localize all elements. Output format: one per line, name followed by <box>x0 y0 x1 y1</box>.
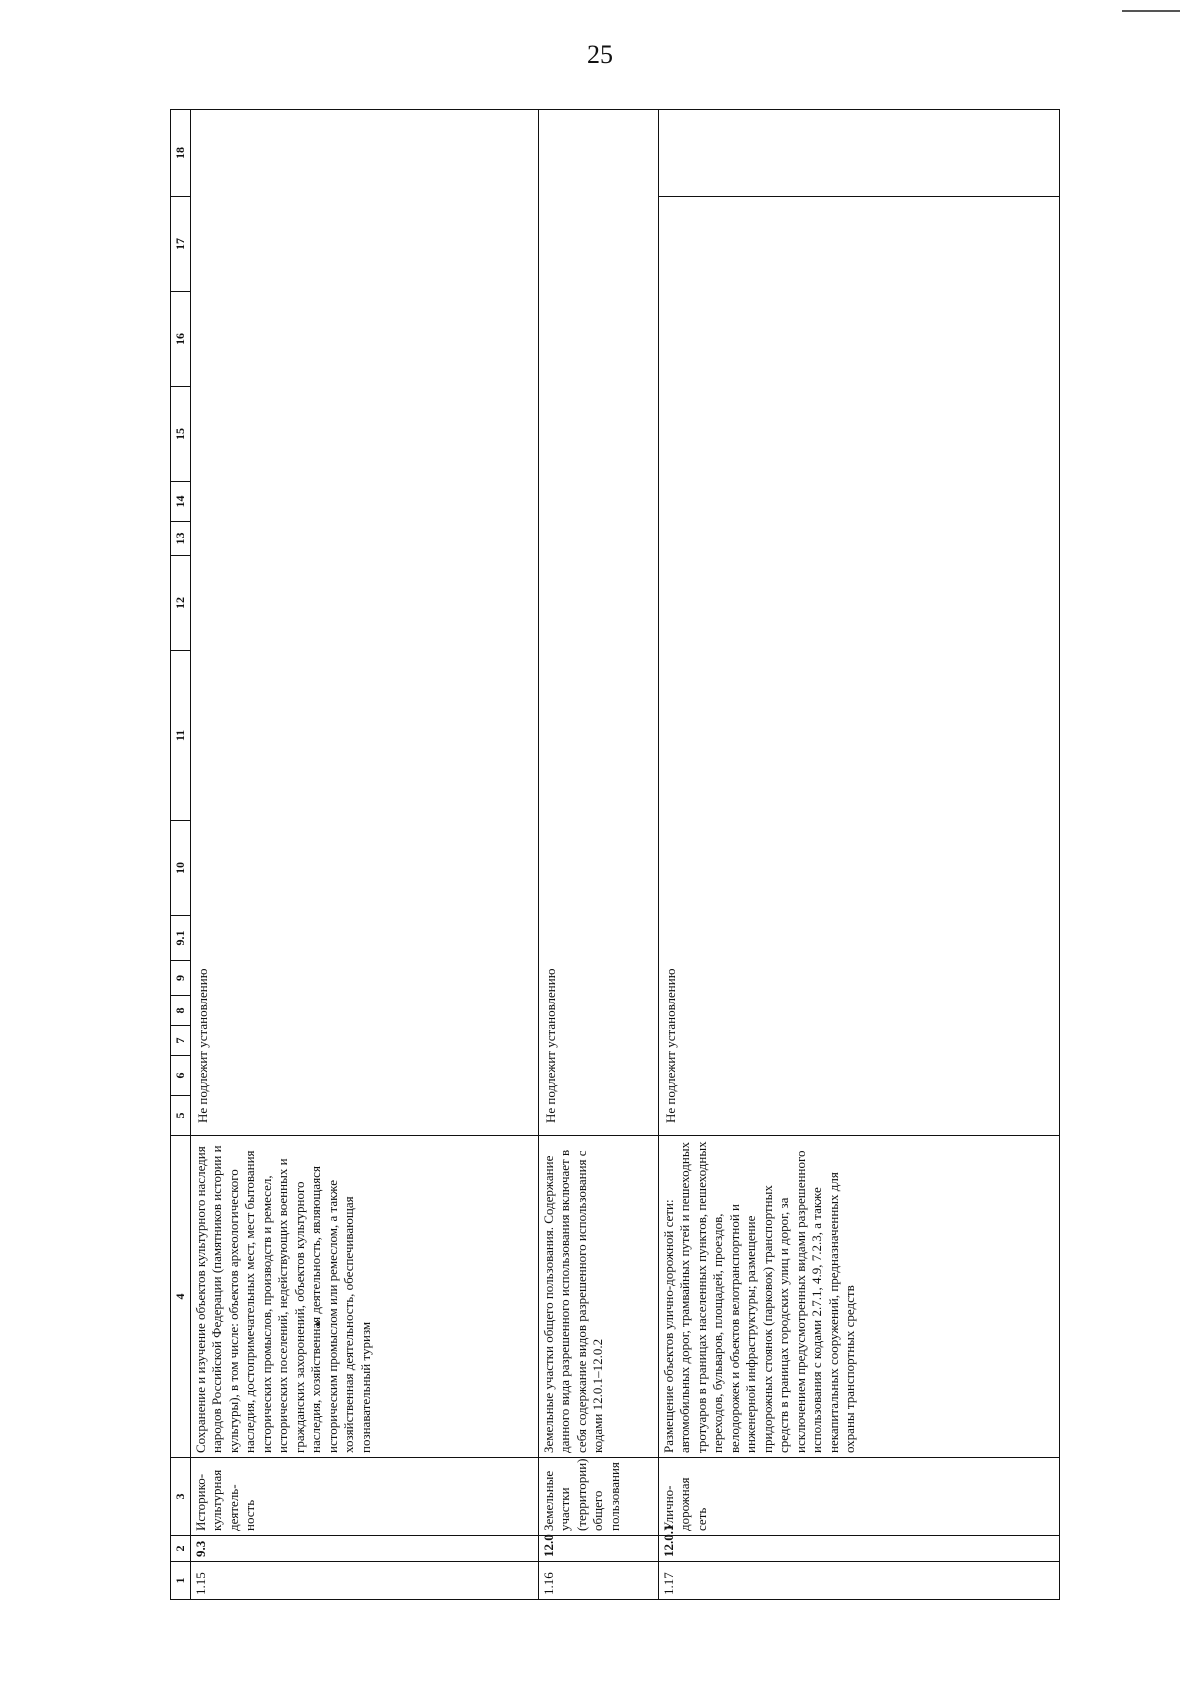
row-number: 1.16 <box>538 1562 658 1600</box>
col-header: 8 <box>171 996 191 1026</box>
rotated-table-wrapper <box>170 110 1060 1600</box>
col-header: 9 <box>171 961 191 996</box>
table-row <box>658 110 1060 1600</box>
col-header: 16 <box>171 292 191 387</box>
col-header: 10 <box>171 821 191 916</box>
col-header: 18 <box>171 110 191 197</box>
page-number: 25 <box>587 40 613 69</box>
row-code: 12.0 <box>538 1536 658 1562</box>
col-header: 1 <box>171 1562 191 1600</box>
row-notice: Не подлежит установлению <box>190 110 538 1136</box>
col-header: 5 <box>171 1096 191 1136</box>
row-name: Улично-дорожная сеть <box>658 1458 1060 1536</box>
col-header: 7 <box>171 1026 191 1056</box>
row-number: 1.15 <box>190 1562 538 1600</box>
col-header: 11 <box>171 651 191 821</box>
col-header: 3 <box>171 1458 191 1536</box>
col-header: 13 <box>171 522 191 556</box>
col-header: 17 <box>171 197 191 292</box>
top-rule <box>1122 10 1180 12</box>
row-code: 12.0.1 <box>658 1536 1060 1562</box>
col-header: 6 <box>171 1056 191 1096</box>
col-header: 15 <box>171 387 191 482</box>
table-row <box>538 110 658 1600</box>
row-description: Сохранение и изучение объектов культурного наследия народов Российской Федерации (памятников истории и культуры), в том числе: объектов археологического наследия, достопримечательных мест, мест бытования исторических промыслов, производств и ремесел, исторических поселений, недействующих военных и гражданских захоронений, объектов культурного наследия, хозяйственная деятельность, являющаяся историческим промыслом или ремеслом, а также хозяйственная деятельность, обеспечивающая познавательный туризм <box>190 1136 538 1458</box>
row-name: Историко-культурная деятель-ность <box>190 1458 538 1536</box>
col-header: 12 <box>171 556 191 651</box>
row-description: Земельные участки общего пользования. Содержание данного вида разрешенного использования включает в себя содержание видов разрешенного использования с кодами 12.0.1–12.0.2 <box>538 1136 658 1458</box>
row-notice: Не подлежит установлению <box>538 110 658 1136</box>
col-header: 2 <box>171 1536 191 1562</box>
row-empty-cell <box>658 110 1060 197</box>
row-code: 9.3 <box>190 1536 538 1562</box>
col-header: 14 <box>171 482 191 522</box>
row-number: 1.17 <box>658 1562 1060 1600</box>
col-header: 9.1 <box>171 916 191 961</box>
land-use-table <box>170 109 1060 1600</box>
row-name: Земельные участки (территории) общего пользования <box>538 1458 658 1536</box>
row-description: Размещение объектов улично-дорожной сети: автомобильных дорог, трамвайных путей и пешеходных тротуаров в границах населенных пунктов, пешеходных переходов, бульваров, площадей, проездов, велодорожек и объектов велотранспортной и инженерной инфраструктуры; размещение придорожных стоянок (парковок) транспортных средств в границах городских улиц и дорог, за исключением предусмотренных видами разрешенного использования с кодами 2.7.1, 4.9, 7.2.3, а также некапитальных сооружений, предназначенных для охраны транспортных средств <box>658 1136 1060 1458</box>
table-row <box>190 110 538 1600</box>
header-row <box>171 110 191 1600</box>
row-notice: Не подлежит установлению <box>658 197 1060 1136</box>
col-header: 4 <box>171 1136 191 1458</box>
